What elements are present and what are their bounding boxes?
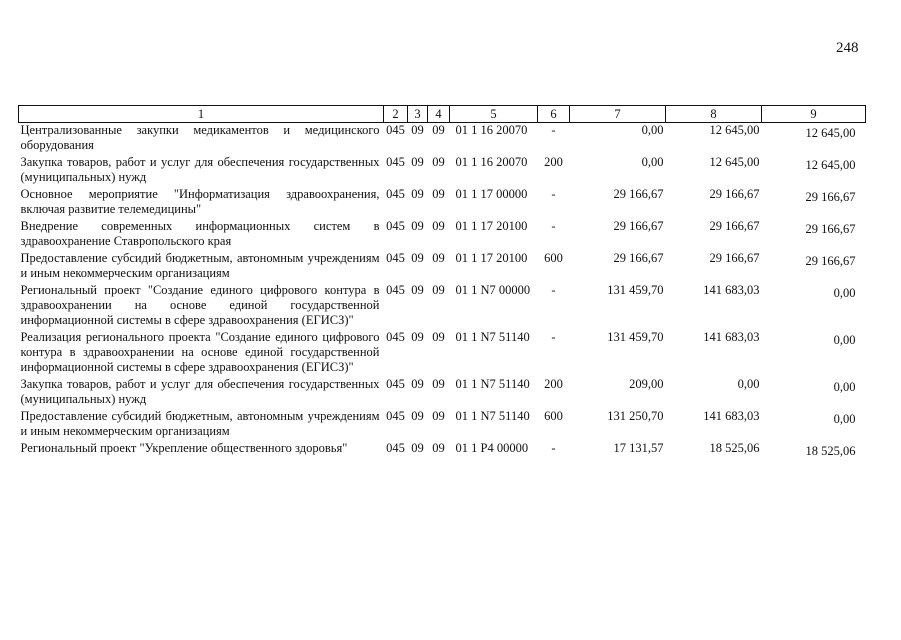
- header-cell-3: 3: [408, 106, 428, 123]
- amount-col8: 29 166,67: [709, 187, 760, 201]
- amount-col7: 0,00: [641, 123, 664, 137]
- code-ministry: 045: [386, 187, 405, 201]
- code-target-article: 01 1 P4 00000: [455, 441, 529, 455]
- code-subsection: 09: [432, 283, 445, 297]
- row-name: Предоставление субсидий бюджетным, автономным учреждениям и иным некоммерческим организациям: [20, 251, 380, 280]
- code-target-article: 01 1 16 20070: [455, 155, 528, 169]
- amount-col9: 29 166,67: [805, 190, 856, 204]
- amount-col9: 12 645,00: [805, 126, 856, 140]
- row-name: Реализация регионального проекта "Создание единого цифрового контура в здравоохранении на основе единой государственной информационной системы в сфере здравоохранения (ЕГИСЗ)": [20, 330, 380, 374]
- table-row: [19, 409, 866, 441]
- code-section: 09: [411, 123, 424, 137]
- row-name: Региональный проект "Создание единого цифрового контура в здравоохранении на основе единой государственной информационной системы в сфере здравоохранения (ЕГИСЗ)": [20, 283, 380, 327]
- amount-col8: 141 683,03: [703, 409, 760, 423]
- header-cell-8: 8: [666, 106, 762, 123]
- code-subsection: 09: [432, 377, 445, 391]
- code-ministry: 045: [386, 155, 405, 169]
- header-cell-9: 9: [762, 106, 866, 123]
- amount-col9: 0,00: [833, 286, 856, 300]
- code-subsection: 09: [432, 187, 445, 201]
- code-expense-type: -: [551, 330, 556, 344]
- code-section: 09: [411, 409, 424, 423]
- code-subsection: 09: [432, 219, 445, 233]
- code-section: 09: [411, 377, 424, 391]
- code-subsection: 09: [432, 155, 445, 169]
- code-expense-type: -: [551, 187, 556, 201]
- table-row: [19, 441, 866, 461]
- table-row: [19, 155, 866, 187]
- header-cell-1: 1: [19, 106, 384, 123]
- amount-col9: 12 645,00: [805, 158, 856, 172]
- header-cell-2: 2: [384, 106, 408, 123]
- amount-col8: 29 166,67: [709, 219, 760, 233]
- code-ministry: 045: [386, 283, 405, 297]
- code-section: 09: [411, 283, 424, 297]
- amount-col9: 0,00: [833, 333, 856, 347]
- code-section: 09: [411, 187, 424, 201]
- amount-col8: 18 525,06: [709, 441, 760, 455]
- row-name: Централизованные закупки медикаментов и медицинского оборудования: [20, 123, 380, 152]
- code-expense-type: -: [551, 123, 556, 137]
- code-subsection: 09: [432, 441, 445, 455]
- code-ministry: 045: [386, 330, 405, 344]
- code-target-article: 01 1 17 20100: [455, 251, 528, 265]
- code-expense-type: 200: [544, 155, 563, 169]
- table-row: [19, 330, 866, 377]
- amount-col9: 0,00: [833, 380, 856, 394]
- table-body: [19, 123, 866, 462]
- code-subsection: 09: [432, 123, 445, 137]
- code-target-article: 01 1 17 20100: [455, 219, 528, 233]
- amount-col7: 131 459,70: [607, 283, 664, 297]
- table-row: [19, 283, 866, 330]
- amount-col7: 131 459,70: [607, 330, 664, 344]
- budget-table: [18, 105, 866, 461]
- code-target-article: 01 1 16 20070: [455, 123, 528, 137]
- table-row: [19, 251, 866, 283]
- code-target-article: 01 1 N7 51140: [455, 330, 530, 344]
- code-ministry: 045: [386, 219, 405, 233]
- code-expense-type: -: [551, 219, 556, 233]
- table-header: [19, 106, 866, 123]
- table-row: [19, 377, 866, 409]
- amount-col8: 12 645,00: [709, 155, 760, 169]
- header-cell-6: 6: [538, 106, 570, 123]
- row-name: Внедрение современных информационных систем в здравоохранение Ставропольского края: [20, 219, 380, 248]
- code-section: 09: [411, 441, 424, 455]
- amount-col7: 17 131,57: [613, 441, 664, 455]
- code-expense-type: 600: [544, 251, 563, 265]
- code-expense-type: -: [551, 283, 556, 297]
- amount-col8: 141 683,03: [703, 283, 760, 297]
- amount-col9: 18 525,06: [805, 444, 856, 458]
- header-cell-4: 4: [428, 106, 450, 123]
- amount-col7: 29 166,67: [613, 251, 664, 265]
- amount-col7: 29 166,67: [613, 187, 664, 201]
- code-section: 09: [411, 219, 424, 233]
- code-expense-type: 200: [544, 377, 563, 391]
- code-section: 09: [411, 330, 424, 344]
- code-ministry: 045: [386, 251, 405, 265]
- amount-col7: 0,00: [641, 155, 664, 169]
- header-cell-7: 7: [570, 106, 666, 123]
- row-name: Основное мероприятие "Информатизация здравоохранения, включая развитие телемедицины": [20, 187, 380, 216]
- row-name: Закупка товаров, работ и услуг для обеспечения государственных (муниципальных) нужд: [20, 155, 380, 184]
- code-section: 09: [411, 155, 424, 169]
- amount-col7: 29 166,67: [613, 219, 664, 233]
- amount-col7: 131 250,70: [607, 409, 664, 423]
- table-row: [19, 123, 866, 156]
- code-subsection: 09: [432, 330, 445, 344]
- page-number: 248: [836, 40, 859, 56]
- amount-col9: 29 166,67: [805, 254, 856, 268]
- code-target-article: 01 1 N7 00000: [455, 283, 531, 297]
- amount-col9: 0,00: [833, 412, 856, 426]
- code-target-article: 01 1 N7 51140: [455, 377, 530, 391]
- code-section: 09: [411, 251, 424, 265]
- code-expense-type: -: [551, 441, 556, 455]
- code-subsection: 09: [432, 409, 445, 423]
- header-row: [19, 106, 866, 123]
- row-name: Региональный проект "Укрепление общественного здоровья": [20, 441, 348, 455]
- amount-col8: 29 166,67: [709, 251, 760, 265]
- row-name: Закупка товаров, работ и услуг для обеспечения государственных (муниципальных) нужд: [20, 377, 380, 406]
- amount-col7: 209,00: [629, 377, 664, 391]
- code-ministry: 045: [386, 441, 405, 455]
- row-name: Предоставление субсидий бюджетным, автономным учреждениям и иным некоммерческим организациям: [20, 409, 380, 438]
- code-target-article: 01 1 17 00000: [455, 187, 528, 201]
- code-target-article: 01 1 N7 51140: [455, 409, 530, 423]
- amount-col8: 141 683,03: [703, 330, 760, 344]
- code-subsection: 09: [432, 251, 445, 265]
- code-ministry: 045: [386, 409, 405, 423]
- amount-col8: 0,00: [737, 377, 760, 391]
- amount-col8: 12 645,00: [709, 123, 760, 137]
- code-ministry: 045: [386, 123, 405, 137]
- table-row: [19, 219, 866, 251]
- code-ministry: 045: [386, 377, 405, 391]
- amount-col9: 29 166,67: [805, 222, 856, 236]
- code-expense-type: 600: [544, 409, 563, 423]
- header-cell-5: 5: [450, 106, 538, 123]
- table-row: [19, 187, 866, 219]
